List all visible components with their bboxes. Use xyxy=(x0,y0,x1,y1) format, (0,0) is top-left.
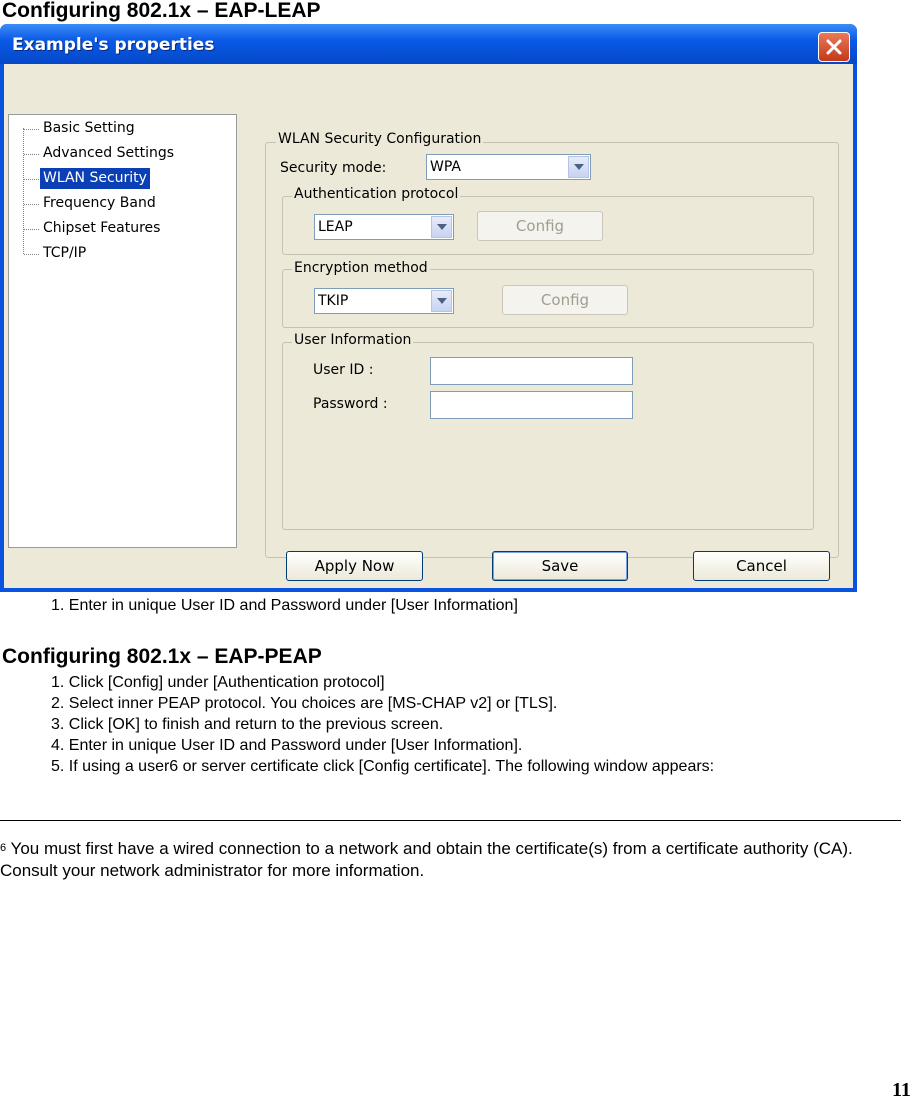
encryption-select[interactable] xyxy=(314,288,454,314)
cancel-button[interactable]: Cancel xyxy=(693,551,830,581)
page-number: 11 xyxy=(892,1079,911,1101)
user-id-input[interactable] xyxy=(430,357,633,385)
footnote-divider xyxy=(0,820,901,821)
peap-step: 2. Select inner PEAP protocol. You choices are [MS-CHAP v2] or [TLS]. xyxy=(51,695,558,712)
footnote-text: You must first have a wired connection to a network and obtain the certificate(s) from a certificate authority (CA). Consult your network administrator for more information. xyxy=(0,839,853,880)
security-mode-value: WPA xyxy=(430,159,461,175)
security-mode-select[interactable] xyxy=(426,154,591,180)
chevron-down-icon xyxy=(574,164,584,170)
user-information-group-label: User Information xyxy=(294,332,412,348)
encryption-config-button[interactable]: Config xyxy=(502,285,628,315)
security-mode-label: Security mode: xyxy=(280,160,387,176)
footnote-marker: 6 xyxy=(0,842,7,854)
auth-protocol-value: LEAP xyxy=(318,219,353,235)
tree-item-wlan-security[interactable]: WLAN Security xyxy=(40,168,150,189)
leap-step: 1. Enter in unique User ID and Password under [User Information] xyxy=(51,597,518,614)
leap-steps xyxy=(51,595,518,616)
tree-item-advanced-settings[interactable]: Advanced Settings xyxy=(43,145,175,161)
tree-item-frequency-band[interactable]: Frequency Band xyxy=(43,195,156,211)
encryption-value: TKIP xyxy=(318,293,349,309)
heading-eap-peap: Configuring 802.1x – EAP-PEAP xyxy=(2,645,322,668)
peap-step: 3. Click [OK] to finish and return to the previous screen. xyxy=(51,716,444,733)
close-icon xyxy=(826,39,842,55)
chevron-down-icon xyxy=(437,298,447,304)
encryption-group-label: Encryption method xyxy=(294,260,428,276)
auth-protocol-group-label: Authentication protocol xyxy=(294,186,459,202)
tree-item-tcp-ip[interactable]: TCP/IP xyxy=(43,245,87,261)
settings-tree xyxy=(8,114,237,548)
properties-dialog xyxy=(0,24,857,592)
user-id-label: User ID : xyxy=(313,362,374,378)
peap-step: 5. If using a user6 or server certificate click [Config certificate]. The following window appears: xyxy=(51,758,715,775)
footnote xyxy=(0,838,912,882)
title-bar[interactable] xyxy=(0,24,857,64)
password-input[interactable] xyxy=(430,391,633,419)
heading-eap-leap: Configuring 802.1x – EAP-LEAP xyxy=(2,0,321,22)
chevron-down-icon xyxy=(437,224,447,230)
password-label: Password : xyxy=(313,396,388,412)
tree-item-chipset-features[interactable]: Chipset Features xyxy=(43,220,161,236)
dialog-title: Example's properties xyxy=(12,35,215,55)
wlan-security-group-label: WLAN Security Configuration xyxy=(278,131,482,147)
dialog-client-area xyxy=(4,64,853,588)
auth-protocol-select[interactable] xyxy=(314,214,454,240)
close-button[interactable] xyxy=(818,32,850,62)
save-button[interactable]: Save xyxy=(492,551,628,581)
tree-item-basic-setting[interactable]: Basic Setting xyxy=(43,120,135,136)
peap-step: 1. Click [Config] under [Authentication protocol] xyxy=(51,674,385,691)
peap-step: 4. Enter in unique User ID and Password under [User Information]. xyxy=(51,737,523,754)
peap-steps xyxy=(51,672,714,777)
auth-config-button[interactable]: Config xyxy=(477,211,603,241)
apply-now-button[interactable]: Apply Now xyxy=(286,551,423,581)
